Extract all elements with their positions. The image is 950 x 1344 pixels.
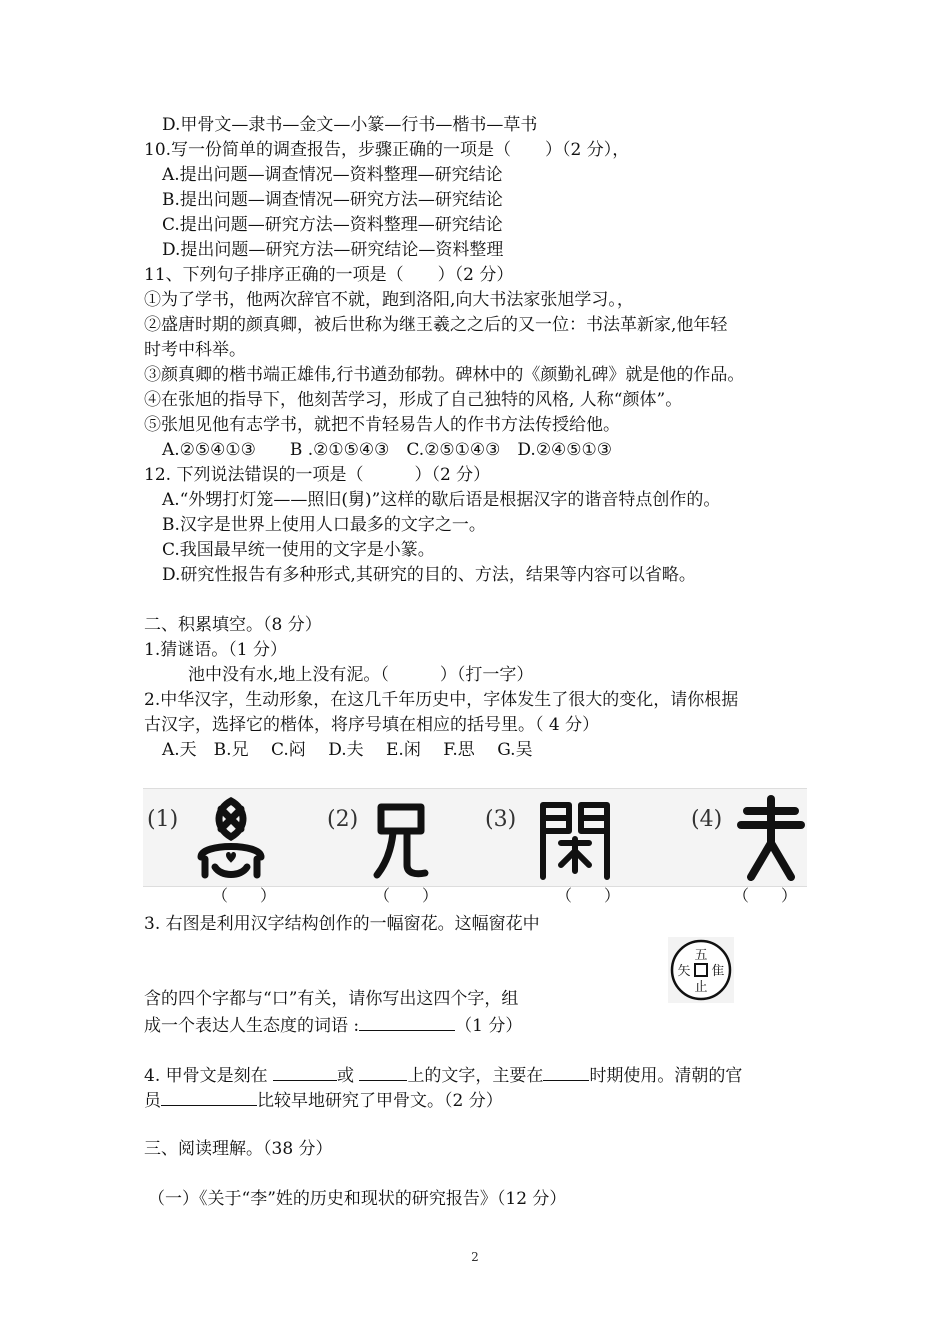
s2q4-text-2: 或 bbox=[337, 1066, 360, 1086]
glyph-label-1: (1) bbox=[147, 807, 179, 832]
flower-char-right: 隹 bbox=[711, 964, 725, 979]
flower-char-bottom: 止 bbox=[694, 980, 708, 995]
answer-paren-3[interactable]: （ ） bbox=[556, 886, 621, 905]
question-12: 12. 下列说法错误的一项是（ ）（2 分） bbox=[144, 465, 491, 485]
q12-option-b: B.汉字是世界上使用人口最多的文字之一。 bbox=[162, 515, 486, 535]
answer-paren-2[interactable]: （ ） bbox=[374, 886, 439, 905]
riddle-text: 池中没有水,地上没有泥。（ ）（打一字） bbox=[188, 665, 534, 685]
ancient-glyph-si-icon bbox=[191, 795, 271, 881]
q12-option-c: C.我国最早统一使用的文字是小篆。 bbox=[162, 540, 435, 560]
ancient-glyph-xian-icon bbox=[535, 795, 615, 881]
s2-question-4-cont bbox=[144, 1087, 503, 1114]
s2-question-4 bbox=[144, 1062, 742, 1089]
s2q4-blank-4[interactable] bbox=[161, 1087, 257, 1106]
ancient-glyph-xiong-icon bbox=[371, 795, 431, 881]
q10-option-a: A.提出问题—调查情况—资料整理—研究结论 bbox=[162, 165, 503, 185]
q10-option-c: C.提出问题—研究方法—资料整理—研究结论 bbox=[162, 215, 503, 235]
q10-option-d: D.提出问题—研究方法—研究结论—资料整理 bbox=[162, 240, 504, 260]
question-10: 10.写一份简单的调查报告，步骤正确的一项是（ ）（2 分）， bbox=[144, 140, 630, 160]
flower-char-top: 五 bbox=[694, 948, 708, 963]
q12-option-a: A.“外甥打灯笼——照旧(舅)”这样的歇后语是根据汉字的谐音特点创作的。 bbox=[162, 490, 721, 510]
answer-paren-4[interactable]: （ ） bbox=[733, 886, 798, 905]
s2q3-answer-blank[interactable] bbox=[359, 1012, 455, 1031]
glyph-label-2: (2) bbox=[327, 807, 359, 832]
s2q4-text-4: 时期使用。清朝的官 bbox=[589, 1066, 743, 1086]
s2q3-prefix: 成一个表达人生态度的词语 : bbox=[144, 1016, 360, 1036]
section-3-heading: 三、阅读理解。（38 分） bbox=[144, 1139, 333, 1159]
q11-sentence-3: ③颜真卿的楷书端正雄伟,行书遒劲郁勃。碑林中的《颜勤礼碑》就是他的作品。 bbox=[144, 365, 745, 385]
page-number: 2 bbox=[471, 1250, 479, 1264]
s2q4-text-1: 4. 甲骨文是刻在 bbox=[144, 1066, 274, 1086]
s2q4-blank-2[interactable] bbox=[359, 1062, 407, 1081]
s2q3-suffix: （1 分） bbox=[455, 1016, 523, 1036]
ancient-glyph-fu-icon bbox=[735, 795, 807, 881]
s2q4-text-3: 上的文字，主要在 bbox=[407, 1066, 544, 1086]
q9-option-d: D.甲骨文—隶书—金文—小篆—行书—楷书—草书 bbox=[162, 115, 538, 135]
s2q4-text-6: 比较早地研究了甲骨文。（2 分） bbox=[257, 1091, 503, 1111]
glyph-label-3: (3) bbox=[485, 807, 517, 832]
q11-sentence-2-cont: 时考中科举。 bbox=[144, 340, 246, 360]
section-2-heading: 二、积累填空。（8 分） bbox=[144, 615, 322, 635]
s2q4-blank-1[interactable] bbox=[273, 1062, 337, 1081]
q11-options: A.②⑤④①③ B .②①⑤④③ C.②⑤①④③ D.②④⑤①③ bbox=[162, 440, 613, 460]
q11-sentence-4: ④在张旭的指导下，他刻苦学习，形成了自己独特的风格, 人称“颜体”。 bbox=[144, 390, 683, 410]
window-flower-icon bbox=[668, 937, 734, 1003]
question-11: 11、下列句子排序正确的一项是（ ）（2 分） bbox=[144, 265, 514, 285]
q11-sentence-5: ⑤张旭见他有志学书，就把不肯轻易告人的作书方法传授给他。 bbox=[144, 415, 620, 435]
s2-question-3-answer-line bbox=[144, 1012, 522, 1039]
s2-question-3: 3. 右图是利用汉字结构创作的一幅窗花。这幅窗花中 bbox=[144, 914, 540, 934]
answer-paren-1[interactable]: （ ） bbox=[212, 886, 277, 905]
glyph-label-4: (4) bbox=[691, 807, 723, 832]
s2-question-2-options: A.天 B.兄 C.闷 D.夫 E.闲 F.思 G.吴 bbox=[162, 740, 533, 760]
s2-question-2: 2.中华汉字，生动形象，在这几千年历史中，字体发生了很大的变化，请你根据 bbox=[144, 690, 739, 710]
s2q4-text-5: 员 bbox=[144, 1091, 161, 1111]
q11-sentence-1: ①为了学书，他两次辞官不就，跑到洛阳,向大书法家张旭学习。， bbox=[144, 290, 634, 310]
s2-question-1: 1.猜谜语。（1 分） bbox=[144, 640, 287, 660]
s2-question-3-cont: 含的四个字都与“口”有关，请你写出这四个字，组 bbox=[144, 989, 519, 1009]
ancient-glyph-strip bbox=[143, 788, 807, 887]
q10-option-b: B.提出问题—调查情况—研究方法—研究结论 bbox=[162, 190, 503, 210]
section-3-subheading: （一）《关于“李”姓的历史和现状的研究报告》（12 分） bbox=[148, 1189, 567, 1209]
flower-char-left: 矢 bbox=[677, 964, 691, 979]
q12-option-d: D.研究性报告有多种形式,其研究的目的、方法，结果等内容可以省略。 bbox=[162, 565, 696, 585]
q11-sentence-2: ②盛唐时期的颜真卿，被后世称为继王羲之之后的又一位：书法革新家,他年轻 bbox=[144, 315, 728, 335]
s2-question-2-cont: 古汉字，选择它的楷体，将序号填在相应的括号里。（ 4 分） bbox=[144, 715, 600, 735]
s2q4-blank-3[interactable] bbox=[543, 1062, 589, 1081]
